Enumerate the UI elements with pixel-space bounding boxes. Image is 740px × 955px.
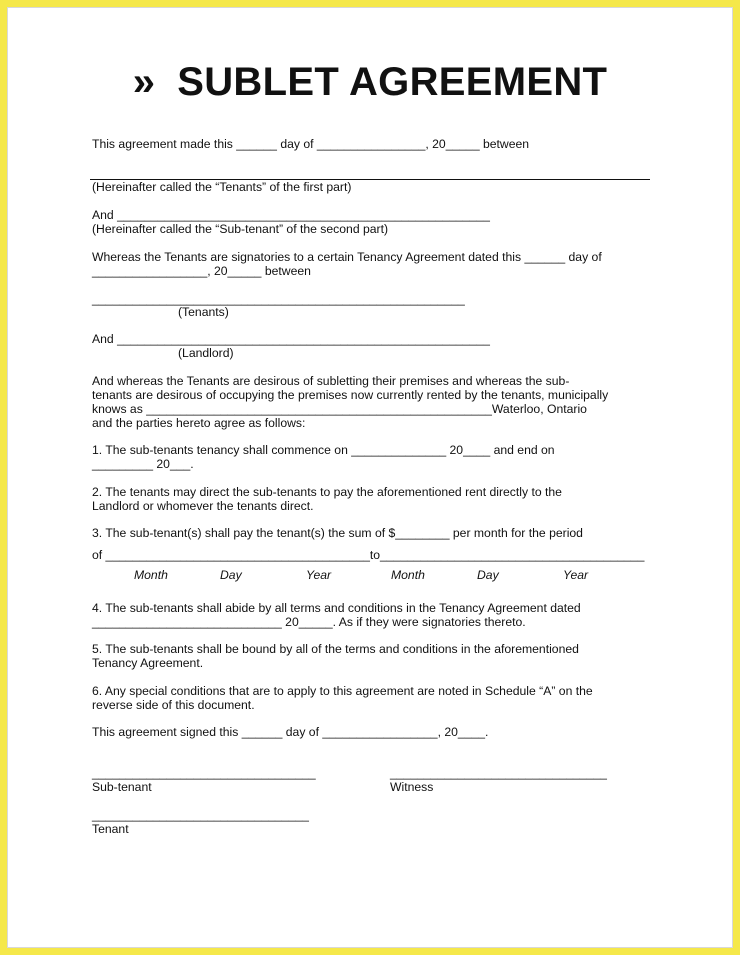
subtenant-signature-label: Sub-tenant: [92, 780, 152, 794]
clause-1-line-1: 1. The sub-tenants tenancy shall commence on ______________ 20____ and end on: [92, 443, 555, 457]
period-label-day: Day: [477, 568, 499, 582]
tenants-party-note: (Hereinafter called the “Tenants” of the first part): [92, 180, 352, 194]
clause-4-line-1: 4. The sub-tenants shall abide by all terms and conditions in the Tenancy Agreement dated: [92, 601, 581, 615]
tenants-signature-line: _______________________________________________________: [92, 292, 465, 306]
agreement-date-line: This agreement made this ______ day of ________________, 20_____ between: [92, 137, 530, 151]
subtenant-signature-line: _________________________________: [92, 766, 316, 780]
premises-paragraph-line-4: and the parties hereto agree as follows:: [92, 416, 306, 430]
witness-signature-label: Witness: [390, 780, 434, 794]
period-label-month: Month: [134, 568, 168, 582]
landlord-name-line: And _______________________________________________________: [92, 332, 490, 346]
clause-3-line-1: 3. The sub-tenant(s) shall pay the tenant(s) the sum of $________ per month for the period: [92, 526, 583, 540]
clause-6-line-1: 6. Any special conditions that are to apply to this agreement are noted in Schedule “A” on the: [92, 684, 593, 698]
period-label-year: Year: [306, 568, 332, 582]
subtenant-party-note: (Hereinafter called the “Sub-tenant” of the second part): [92, 222, 389, 236]
clause-4-line-2: ____________________________ 20_____. As if they were signatories thereto.: [92, 615, 526, 629]
whereas-tenancy-line-2: _________________, 20_____ between: [92, 264, 311, 278]
tenant-signature-label: Tenant: [92, 822, 129, 836]
clause-3-period-from: of _______________________________________to: [92, 548, 381, 562]
whereas-tenancy-line-1: Whereas the Tenants are signatories to a certain Tenancy Agreement dated this ______ day of: [92, 250, 602, 264]
document-title: [0, 60, 740, 105]
landlord-label: (Landlord): [178, 346, 234, 360]
tenant-signature-line: ________________________________: [92, 808, 309, 822]
premises-paragraph-line-3: knows as ___________________________________________________Waterloo, Ontario: [92, 402, 587, 416]
clause-5-line-2: Tenancy Agreement.: [92, 656, 204, 670]
witness-signature-line: ________________________________: [390, 766, 607, 780]
period-label-month: Month: [391, 568, 425, 582]
premises-paragraph-line-1: And whereas the Tenants are desirous of subletting their premises and whereas the sub-: [92, 374, 570, 388]
title-text: SUBLET AGREEMENT: [177, 60, 608, 104]
clause-1-line-2: _________ 20___.: [92, 457, 194, 471]
signing-date-line: This agreement signed this ______ day of _________________, 20____.: [92, 725, 489, 739]
subtenant-name-line: And _______________________________________________________: [92, 208, 490, 222]
clause-3-period-to: _______________________________________: [380, 548, 645, 562]
clause-2-line-1: 2. The tenants may direct the sub-tenants to pay the aforementioned rent directly to the: [92, 485, 562, 499]
period-label-year: Year: [563, 568, 589, 582]
premises-paragraph-line-2: tenants are desirous of occupying the premises now currently rented by the tenants, municipally: [92, 388, 609, 402]
tenants-label: (Tenants): [178, 305, 229, 319]
clause-2-line-2: Landlord or whomever the tenants direct.: [92, 499, 314, 513]
chevron-icon: »: [132, 60, 156, 104]
clause-6-line-2: reverse side of this document.: [92, 698, 255, 712]
period-label-day: Day: [220, 568, 242, 582]
clause-5-line-1: 5. The sub-tenants shall be bound by all of the terms and conditions in the aforementioned: [92, 642, 579, 656]
